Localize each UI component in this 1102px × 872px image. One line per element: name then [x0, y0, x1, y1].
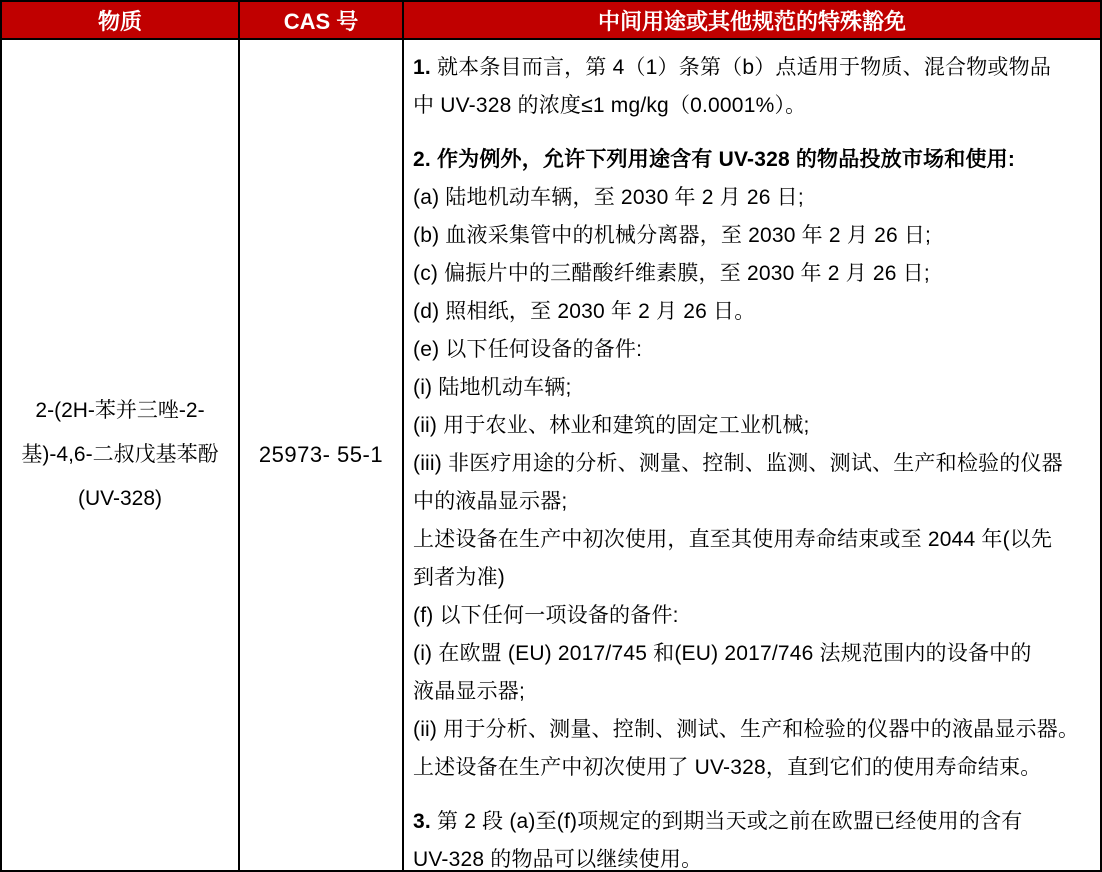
substance-cell	[2, 40, 240, 870]
exemption-line: UV-328 的物品可以继续使用。	[413, 848, 703, 870]
exemption-line: 3. 第 2 段 (a)至(f)项规定的到期当天或之前在欧盟已经使用的含有	[413, 810, 1023, 833]
exemption-line: (c) 偏振片中的三醋酸纤维素膜，至 2030 年 2 月 26 日;	[413, 262, 930, 285]
substance-name-line: 基)-4,6-二叔戊基苯酚	[21, 443, 219, 466]
header-exemption-label: 中间用途或其他规范的特殊豁免	[597, 8, 906, 34]
exemption-line: 上述设备在生产中初次使用，直至其使用寿命结束或至 2044 年(以先	[413, 528, 1053, 551]
exemption-line: (i) 陆地机动车辆;	[413, 376, 572, 399]
exemption-line: 上述设备在生产中初次使用了 UV-328，直到它们的使用寿命结束。	[413, 756, 1042, 779]
header-cas-label: CAS 号	[283, 8, 359, 34]
exemption-line: (ii) 用于分析、测量、控制、测试、生产和检验的仪器中的液晶显示器。	[413, 718, 1080, 741]
header-substance	[2, 2, 240, 40]
exemption-line: (d) 照相纸，至 2030 年 2 月 26 日。	[413, 300, 756, 323]
header-cas	[240, 2, 404, 40]
exemption-line: 1. 就本条目而言，第 4（1）条第（b）点适用于物质、混合物或物品	[413, 56, 1052, 79]
line-gap	[413, 125, 1088, 141]
substance-name-line: (UV-328)	[77, 487, 163, 510]
exemption-line: (i) 在欧盟 (EU) 2017/745 和(EU) 2017/746 法规范围内的设备中的	[413, 642, 1032, 665]
line-gap	[413, 787, 1088, 803]
exemption-line: (iii) 非医疗用途的分析、测量、控制、监测、测试、生产和检验的仪器	[413, 452, 1063, 475]
exemption-line: (e) 以下任何设备的备件:	[413, 338, 643, 361]
exemption-line: (b) 血液采集管中的机械分离器，至 2030 年 2 月 26 日;	[413, 224, 932, 247]
exemption-line: 中 UV-328 的浓度≤1 mg/kg（0.0001%）。	[413, 94, 807, 117]
cas-cell	[240, 40, 404, 870]
exemption-line: (f) 以下任何一项设备的备件:	[413, 604, 679, 627]
exemption-line: 液晶显示器;	[413, 680, 526, 703]
exemption-line: (a) 陆地机动车辆，至 2030 年 2 月 26 日;	[413, 186, 804, 209]
exemption-line: (ii) 用于农业、林业和建筑的固定工业机械;	[413, 414, 810, 437]
exemption-line: 到者为准)	[413, 566, 505, 589]
header-substance-label: 物质	[97, 8, 142, 34]
exemption-line: 2. 作为例外，允许下列用途含有 UV-328 的物品投放市场和使用:	[413, 148, 1016, 171]
exemption-cell	[404, 40, 1100, 870]
cas-number: 25973- 55-1	[258, 442, 384, 467]
header-exemption	[404, 2, 1100, 40]
exemption-line: 中的液晶显示器;	[413, 490, 568, 513]
substance-name-line: 2-(2H-苯并三唑-2-	[35, 399, 205, 422]
